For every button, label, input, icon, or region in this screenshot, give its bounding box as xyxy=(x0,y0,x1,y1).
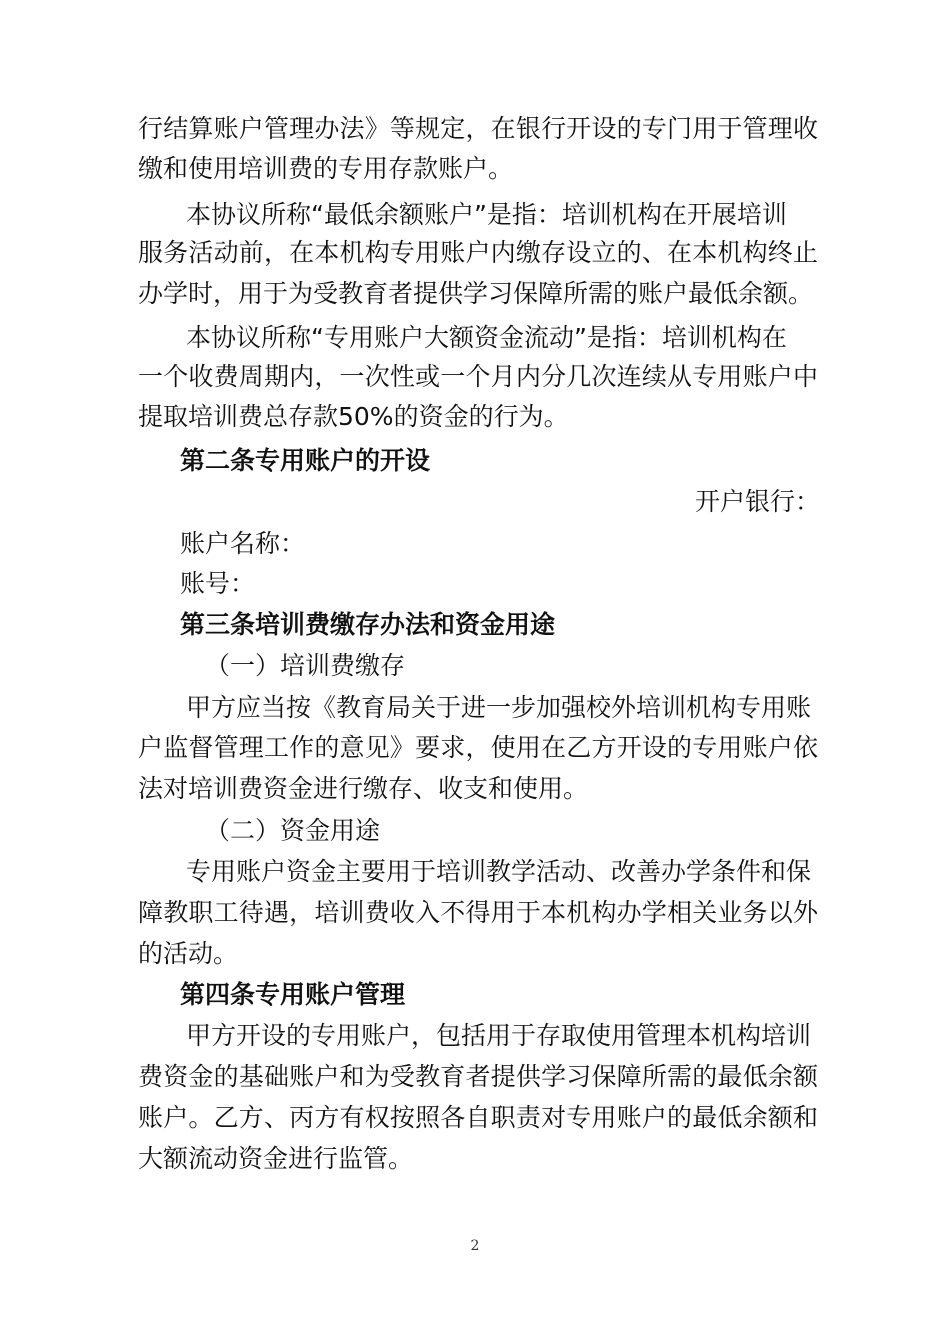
text-line-15: 甲方应当按《教育局关于进一步加强校外培训机构专用账 xyxy=(186,693,812,722)
text-line-3: 本协议所称“最低余额账户”是指：培训机构在开展培训 xyxy=(186,200,787,229)
account-name-label: 账户名称： xyxy=(180,529,306,558)
text-line-23: 甲方开设的专用账户，包括用于存取使用管理本机构培训 xyxy=(186,1021,812,1050)
text-line-8: 提取培训费总存款50%的资金的行为。 xyxy=(138,402,569,431)
account-number-label: 账号： xyxy=(180,569,256,598)
text-line-1: 行结算账户管理办法》等规定，在银行开设的专门用于管理收 xyxy=(138,114,818,143)
text-line-2: 缴和使用培训费的专用存款账户。 xyxy=(138,154,514,183)
text-line-5: 办学时，用于为受教育者提供学习保障所需的账户最低余额。 xyxy=(138,279,814,308)
text-line-6: 本协议所称“专用账户大额资金流动”是指：培训机构在 xyxy=(186,323,787,352)
text-line-4: 服务活动前，在本机构专用账户内缴存设立的、在本机构终止 xyxy=(138,238,818,267)
subheading-fund-usage: （二）资金用途 xyxy=(205,816,381,845)
text-line-17: 法对培训费资金进行缴存、收支和使用。 xyxy=(138,774,589,803)
text-line-16: 户监督管理工作的意见》要求，使用在乙方开设的专用账户依 xyxy=(138,733,818,762)
bank-name-label: 开户银行： xyxy=(695,487,821,516)
section-heading-article-3: 第三条培训费缴存办法和资金用途 xyxy=(180,610,556,639)
page-number: 2 xyxy=(470,1238,480,1254)
text-line-25: 账户。乙方、丙方有权按照各自职责对专用账户的最低余额和 xyxy=(138,1103,818,1132)
text-line-20: 障教职工待遇，培训费收入不得用于本机构办学相关业务以外 xyxy=(138,898,818,927)
section-heading-article-2: 第二条专用账户的开设 xyxy=(180,446,431,475)
text-line-19: 专用账户资金主要用于培训教学活动、改善办学条件和保 xyxy=(186,857,812,886)
text-line-7: 一个收费周期内，一次性或一个月内分几次连续从专用账户中 xyxy=(138,362,818,391)
subheading-fee-deposit: （一）培训费缴存 xyxy=(205,651,406,680)
text-line-26: 大额流动资金进行监管。 xyxy=(138,1144,414,1173)
text-line-24: 费资金的基础账户和为受教育者提供学习保障所需的最低余额 xyxy=(138,1062,818,1091)
text-line-21: 的活动。 xyxy=(138,939,239,968)
section-heading-article-4: 第四条专用账户管理 xyxy=(180,980,406,1009)
